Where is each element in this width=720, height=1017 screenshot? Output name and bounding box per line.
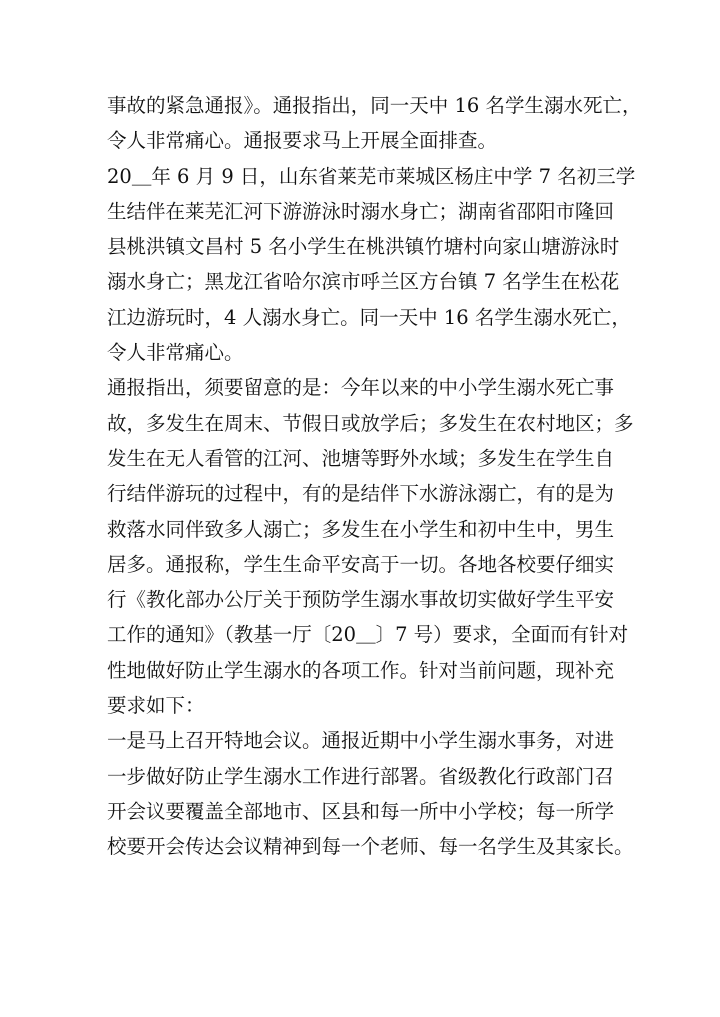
text-line: 事故的紧急通报》。通报指出，同一天中 16 名学生溺水死亡， xyxy=(107,94,642,117)
text-line: 令人非常痛心。通报要求马上开展全面排查。 xyxy=(107,129,498,153)
text-line: 校要开会传达会议精神到每一个老师、每一名学生及其家长。 xyxy=(107,835,634,859)
text-line: 县桃洪镇文昌村 5 名小学生在桃洪镇竹塘村向家山塘游泳时 xyxy=(107,235,620,259)
text-line: 江边游玩时，4 人溺水身亡。同一天中 16 名学生溺水死亡， xyxy=(107,305,631,329)
text-line: 故，多发生在周末、节假日或放学后；多发生在农村地区；多 xyxy=(107,411,634,435)
text-line: 行结伴游玩的过程中，有的是结伴下水游泳溺亡，有的是为 xyxy=(107,482,615,506)
text-line: 溺水身亡；黑龙江省哈尔滨市呼兰区方台镇 7 名学生在松花 xyxy=(107,270,620,294)
text-line: 20＿年 6 月 9 日，山东省莱芜市莱城区杨庄中学 7 名初三学 xyxy=(107,164,636,188)
text-line: 居多。通报称，学生生命平安高于一切。各地各校要仔细实 xyxy=(107,552,615,576)
text-line: 通报指出，须要留意的是：今年以来的中小学生溺水死亡事 xyxy=(107,376,615,400)
text-line: 要求如下： xyxy=(107,694,205,718)
text-line: 令人非常痛心。 xyxy=(107,341,244,365)
text-line: 性地做好防止学生溺水的各项工作。针对当前问题，现补充 xyxy=(107,658,615,682)
text-line: 一步做好防止学生溺水工作进行部署。省级教化行政部门召 xyxy=(107,764,615,788)
text-line: 生结伴在莱芜汇河下游游泳时溺水身亡；湖南省邵阳市隆回 xyxy=(107,199,615,223)
text-line: 发生在无人看管的江河、池塘等野外水域；多发生在学生自 xyxy=(107,446,615,470)
text-line: 救落水同伴致多人溺亡；多发生在小学生和初中生中，男生 xyxy=(107,517,615,541)
text-line: 工作的通知》（教基一厅〔20＿〕7 号）要求，全面而有针对 xyxy=(107,623,629,647)
text-line: 行《教化部办公厅关于预防学生溺水事故切实做好学生平安 xyxy=(107,588,615,612)
text-line: 一是马上召开特地会议。通报近期中小学生溺水事务，对进 xyxy=(107,729,615,753)
document-body xyxy=(107,88,642,865)
text-line: 开会议要覆盖全部地市、区县和每一所中小学校；每一所学 xyxy=(107,799,615,823)
